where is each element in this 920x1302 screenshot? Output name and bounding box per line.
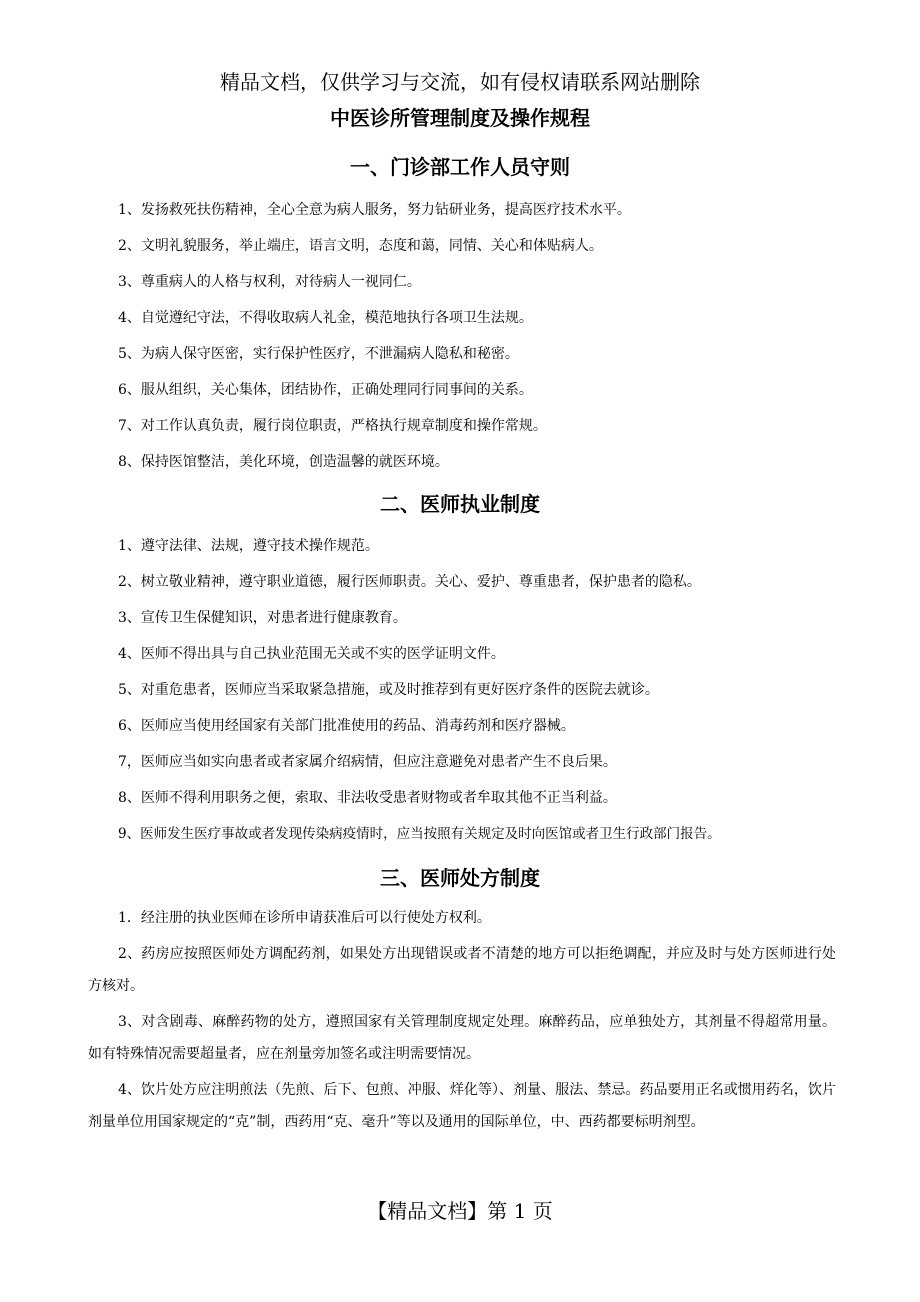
list-item: 4、饮片处方应注明煎法（先煎、后下、包煎、冲服、烊化等）、剂量、服法、禁忌。药品要用正名或惯用药名，饮片剂量单位用国家规定的“克”制，西药用“克、毫升”等以及通用的国际单位，中、西药都要标明剂型。 <box>88 1082 836 1130</box>
section-list-staff-rules <box>88 192 836 480</box>
section-list-physician-practice <box>88 528 836 852</box>
section-list-prescription <box>88 902 836 1142</box>
list-item: 2、药房应按照医师处方调配药剂，如果处方出现错误或者不清楚的地方可以拒绝调配，并应及时与处方医师进行处方核对。 <box>88 946 836 994</box>
list-item: 3、宣传卫生保健知识，对患者进行健康教育。 <box>118 610 407 626</box>
list-item: 2、树立敬业精神，遵守职业道德，履行医师职责。关心、爱护、尊重患者，保护患者的隐私。 <box>118 574 701 590</box>
list-item: 6、服从组织，关心集体，团结协作，正确处理同行同事间的关系。 <box>118 382 533 398</box>
list-item: 9、医师发生医疗事故或者发现传染病疫情时，应当按照有关规定及时向医馆或者卫生行政部门报告。 <box>118 826 721 842</box>
document-title: 中医诊所管理制度及操作规程 <box>330 106 590 130</box>
watermark-header: 精品文档，仅供学习与交流，如有侵权请联系网站删除 <box>220 70 700 94</box>
list-item: 2、文明礼貌服务，举止端庄，语言文明，态度和蔼，同情、关心和体贴病人。 <box>118 238 603 254</box>
list-item: 5、为病人保守医密，实行保护性医疗，不泄漏病人隐私和秘密。 <box>118 346 519 362</box>
list-item: 8、医师不得利用职务之便，索取、非法收受患者财物或者牟取其他不正当利益。 <box>118 790 617 806</box>
section-heading-staff-rules: 一、门诊部工作人员守则 <box>350 155 570 179</box>
list-item: 1．经注册的执业医师在诊所申请获准后可以行使处方权利。 <box>118 910 491 926</box>
section-heading-prescription: 三、医师处方制度 <box>380 866 540 890</box>
list-item: 4、医师不得出具与自己执业范围无关或不实的医学证明文件。 <box>118 646 505 662</box>
list-item: 4、自觉遵纪守法，不得收取病人礼金，模范地执行各项卫生法规。 <box>118 310 533 326</box>
list-item: 7、对工作认真负责，履行岗位职责，严格执行规章制度和操作常规。 <box>118 418 547 434</box>
list-item: 3、尊重病人的人格与权利，对待病人一视同仁。 <box>118 274 421 290</box>
page-footer: 【精品文档】第 1 页 <box>367 1199 553 1223</box>
list-item: 7，医师应当如实向患者或者家属介绍病情，但应注意避免对患者产生不良后果。 <box>118 754 617 770</box>
list-item: 6、医师应当使用经国家有关部门批准使用的药品、消毒药剂和医疗器械。 <box>118 718 575 734</box>
section-heading-physician-practice: 二、医师执业制度 <box>380 492 540 516</box>
list-item: 1、遵守法律、法规，遵守技术操作规范。 <box>118 538 379 554</box>
list-item: 1、发扬救死扶伤精神，全心全意为病人服务，努力钻研业务，提高医疗技术水平。 <box>118 202 631 218</box>
list-item: 8、保持医馆整洁，美化环境，创造温馨的就医环境。 <box>118 454 449 470</box>
list-item: 5、对重危患者，医师应当采取紧急措施，或及时推荐到有更好医疗条件的医院去就诊。 <box>118 682 659 698</box>
list-item: 3、对含剧毒、麻醉药物的处方，遵照国家有关管理制度规定处理。麻醉药品，应单独处方，其剂量不得超常用量。如有特殊情况需要超量者，应在剂量旁加签名或注明需要情况。 <box>88 1014 836 1062</box>
